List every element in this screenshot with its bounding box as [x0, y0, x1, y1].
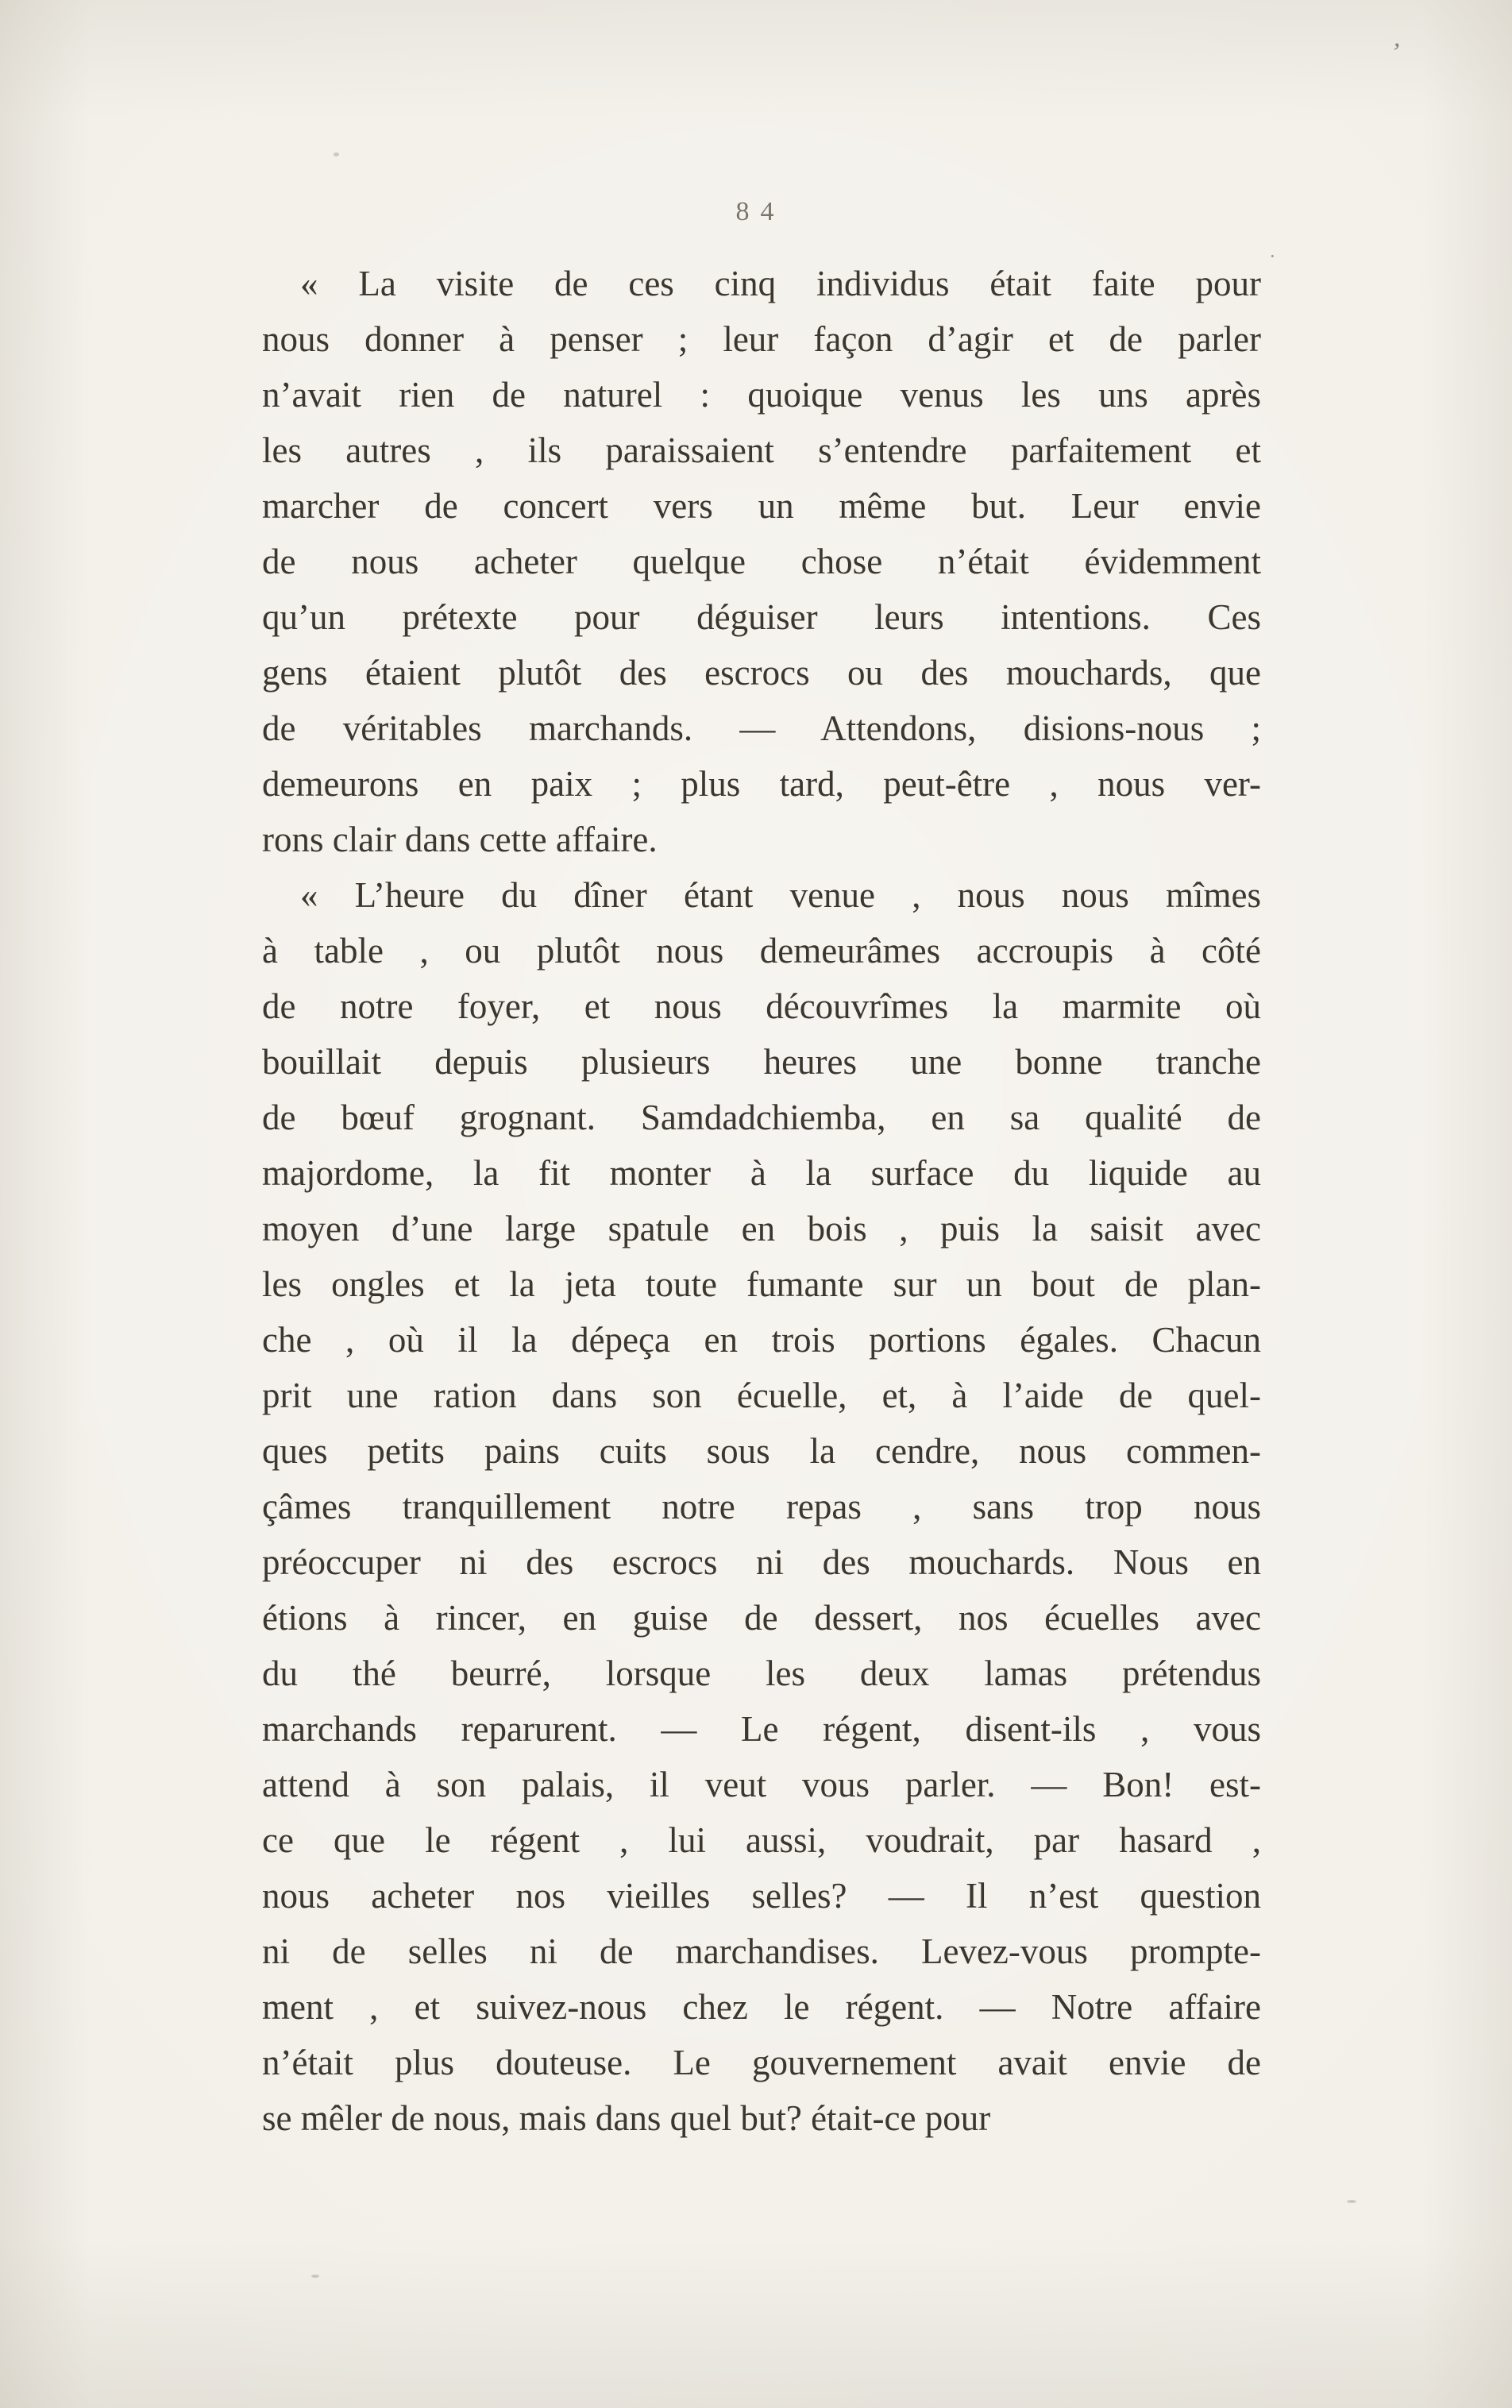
paper-speck [1347, 2200, 1356, 2203]
text-line: ment , et suivez-nous chez le régent. — Notre affaire [262, 1987, 1261, 2027]
text-line: çâmes tranquillement notre repas , sans trop nous [262, 1487, 1261, 1526]
text-line: ni de selles ni de marchandises. Levez-vous prompte- [262, 1931, 1261, 1971]
text-line: demeurons en paix ; plus tard, peut-être , nous ver- [262, 764, 1261, 804]
stray-ink-mark: ’ [1389, 37, 1402, 68]
stray-ink-mark: · [1269, 245, 1276, 268]
text-line: de notre foyer, et nous découvrîmes la marmite où [262, 986, 1261, 1026]
text-line: n’avait rien de naturel : quoique venus les uns après [262, 375, 1261, 415]
text-line: attend à son palais, il veut vous parler. — Bon! est- [262, 1765, 1261, 1804]
text-line: nous acheter nos vieilles selles? — Il n’est question [262, 1876, 1261, 1916]
text-line: ce que le régent , lui aussi, voudrait, par hasard , [262, 1820, 1261, 1860]
text-line: marcher de concert vers un même but. Leur envie [262, 486, 1261, 526]
text-line: ques petits pains cuits sous la cendre, nous commen- [262, 1431, 1261, 1471]
text-line: du thé beurré, lorsque les deux lamas prétendus [262, 1654, 1261, 1693]
text-line: de véritables marchands. — Attendons, disions-nous ; [262, 708, 1261, 748]
text-line: bouillait depuis plusieurs heures une bonne tranche [262, 1042, 1261, 1082]
text-line: les ongles et la jeta toute fumante sur un bout de plan- [262, 1264, 1261, 1304]
text-line: moyen d’une large spatule en bois , puis la saisit avec [262, 1209, 1261, 1248]
text-line: de nous acheter quelque chose n’était évidemment [262, 542, 1261, 581]
text-line: gens étaient plutôt des escrocs ou des mouchards, que [262, 653, 1261, 693]
text-line: de bœuf grognant. Samdadchiemba, en sa qualité de [262, 1098, 1261, 1137]
text-line: se mêler de nous, mais dans quel but? était-ce pour [262, 2098, 991, 2138]
text-line: étions à rincer, en guise de dessert, nos écuelles avec [262, 1598, 1261, 1638]
text-line: préoccuper ni des escrocs ni des mouchards. Nous en [262, 1542, 1261, 1582]
text-line: n’était plus douteuse. Le gouvernement avait envie de [262, 2043, 1261, 2082]
text-line: rons clair dans cette affaire. [262, 820, 658, 859]
text-line: « L’heure du dîner étant venue , nous nous mîmes [300, 875, 1261, 915]
text-line: les autres , ils paraissaient s’entendre parfaitement et [262, 430, 1261, 470]
text-line: prit une ration dans son écuelle, et, à l’aide de quel- [262, 1376, 1261, 1415]
text-line: qu’un prétexte pour déguiser leurs intentions. Ces [262, 597, 1261, 637]
text-line: « La visite de ces cinq individus était faite pour [300, 264, 1261, 303]
text-line: marchands reparurent. — Le régent, disent-ils , vous [262, 1709, 1261, 1749]
text-line: à table , ou plutôt nous demeurâmes accroupis à côté [262, 931, 1261, 971]
paper-speck [334, 152, 339, 156]
body-text [262, 256, 1261, 2146]
paragraph-1 [262, 256, 1261, 867]
paper-speck [311, 2275, 319, 2278]
page-number: 84 [735, 197, 785, 226]
paragraph-2 [262, 867, 1261, 2146]
text-line: nous donner à penser ; leur façon d’agir et de parler [262, 319, 1261, 359]
text-line: majordome, la fit monter à la surface du liquide au [262, 1153, 1261, 1193]
text-line: che , où il la dépeça en trois portions égales. Chacun [262, 1320, 1261, 1360]
